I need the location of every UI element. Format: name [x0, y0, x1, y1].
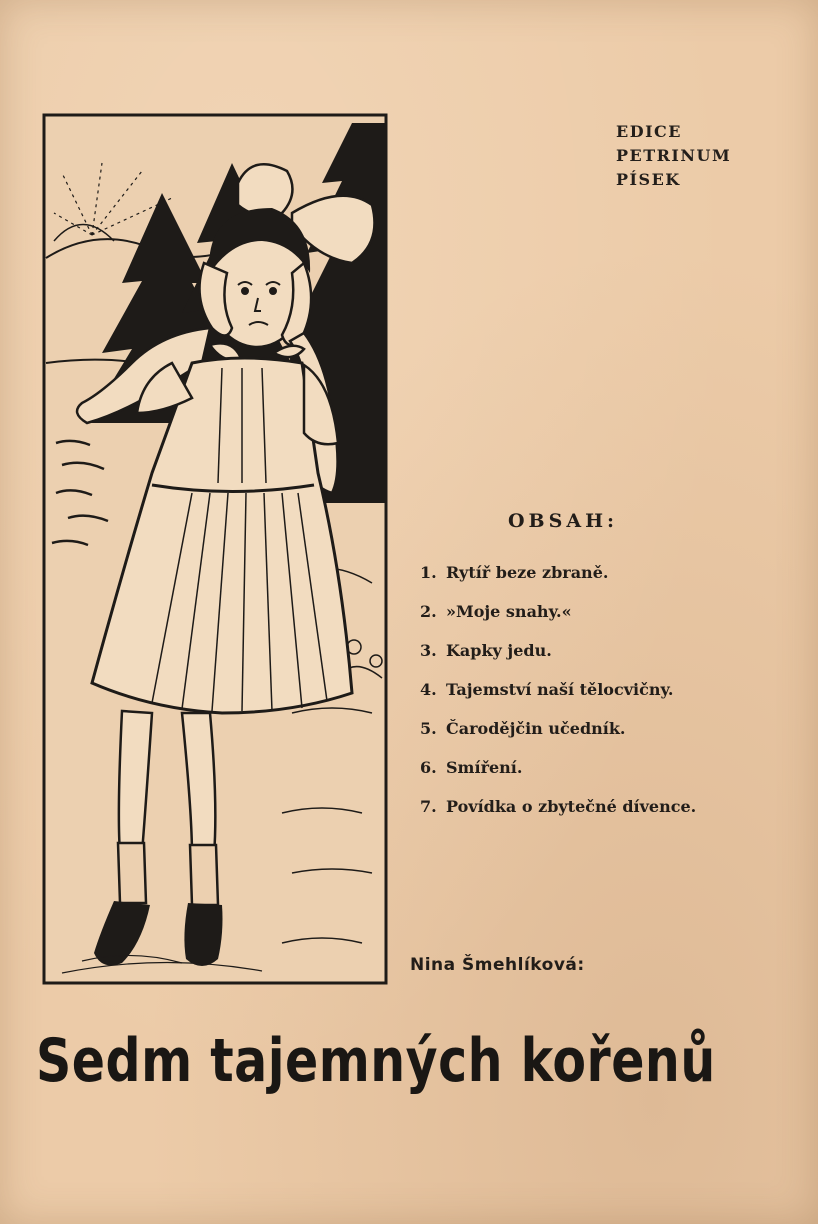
toc-item — [420, 716, 800, 755]
toc-item — [420, 794, 800, 833]
toc-item-label: Smíření. — [446, 758, 523, 777]
toc-item — [420, 755, 800, 794]
toc-item — [420, 599, 800, 638]
toc-item-number: 3. — [420, 641, 437, 660]
book-title: Sedm tajemných kořenů — [36, 1026, 716, 1096]
toc-item-number: 4. — [420, 680, 437, 699]
toc-item — [420, 638, 800, 677]
toc-item-number: 6. — [420, 758, 437, 777]
toc-item-label: Rytíř beze zbraně. — [446, 563, 609, 582]
toc-heading: OBSAH: — [508, 510, 619, 532]
publisher-line-edition: EDICE — [616, 122, 682, 141]
toc-item-number: 1. — [420, 563, 437, 582]
toc-item — [420, 560, 800, 599]
publisher-imprint — [616, 120, 731, 192]
toc-item-label: Tajemství naší tělocvičny. — [446, 680, 674, 699]
toc-item-number: 5. — [420, 719, 437, 738]
toc-item-label: Kapky jedu. — [446, 641, 552, 660]
publisher-line-city: PÍSEK — [616, 170, 681, 189]
toc-item — [420, 677, 800, 716]
toc-item-number: 2. — [420, 602, 437, 621]
toc-item-label: Čarodějčin učedník. — [446, 719, 626, 738]
toc-item-label: »Moje snahy.« — [446, 602, 572, 621]
toc-item-number: 7. — [420, 797, 437, 816]
toc-item-label: Povídka o zbytečné dívence. — [446, 797, 697, 816]
publisher-line-name: PETRINUM — [616, 146, 732, 165]
girl-holding-head-illustration — [42, 113, 388, 985]
table-of-contents — [420, 560, 800, 833]
author-name: Nina Šmehlíková: — [410, 955, 585, 975]
